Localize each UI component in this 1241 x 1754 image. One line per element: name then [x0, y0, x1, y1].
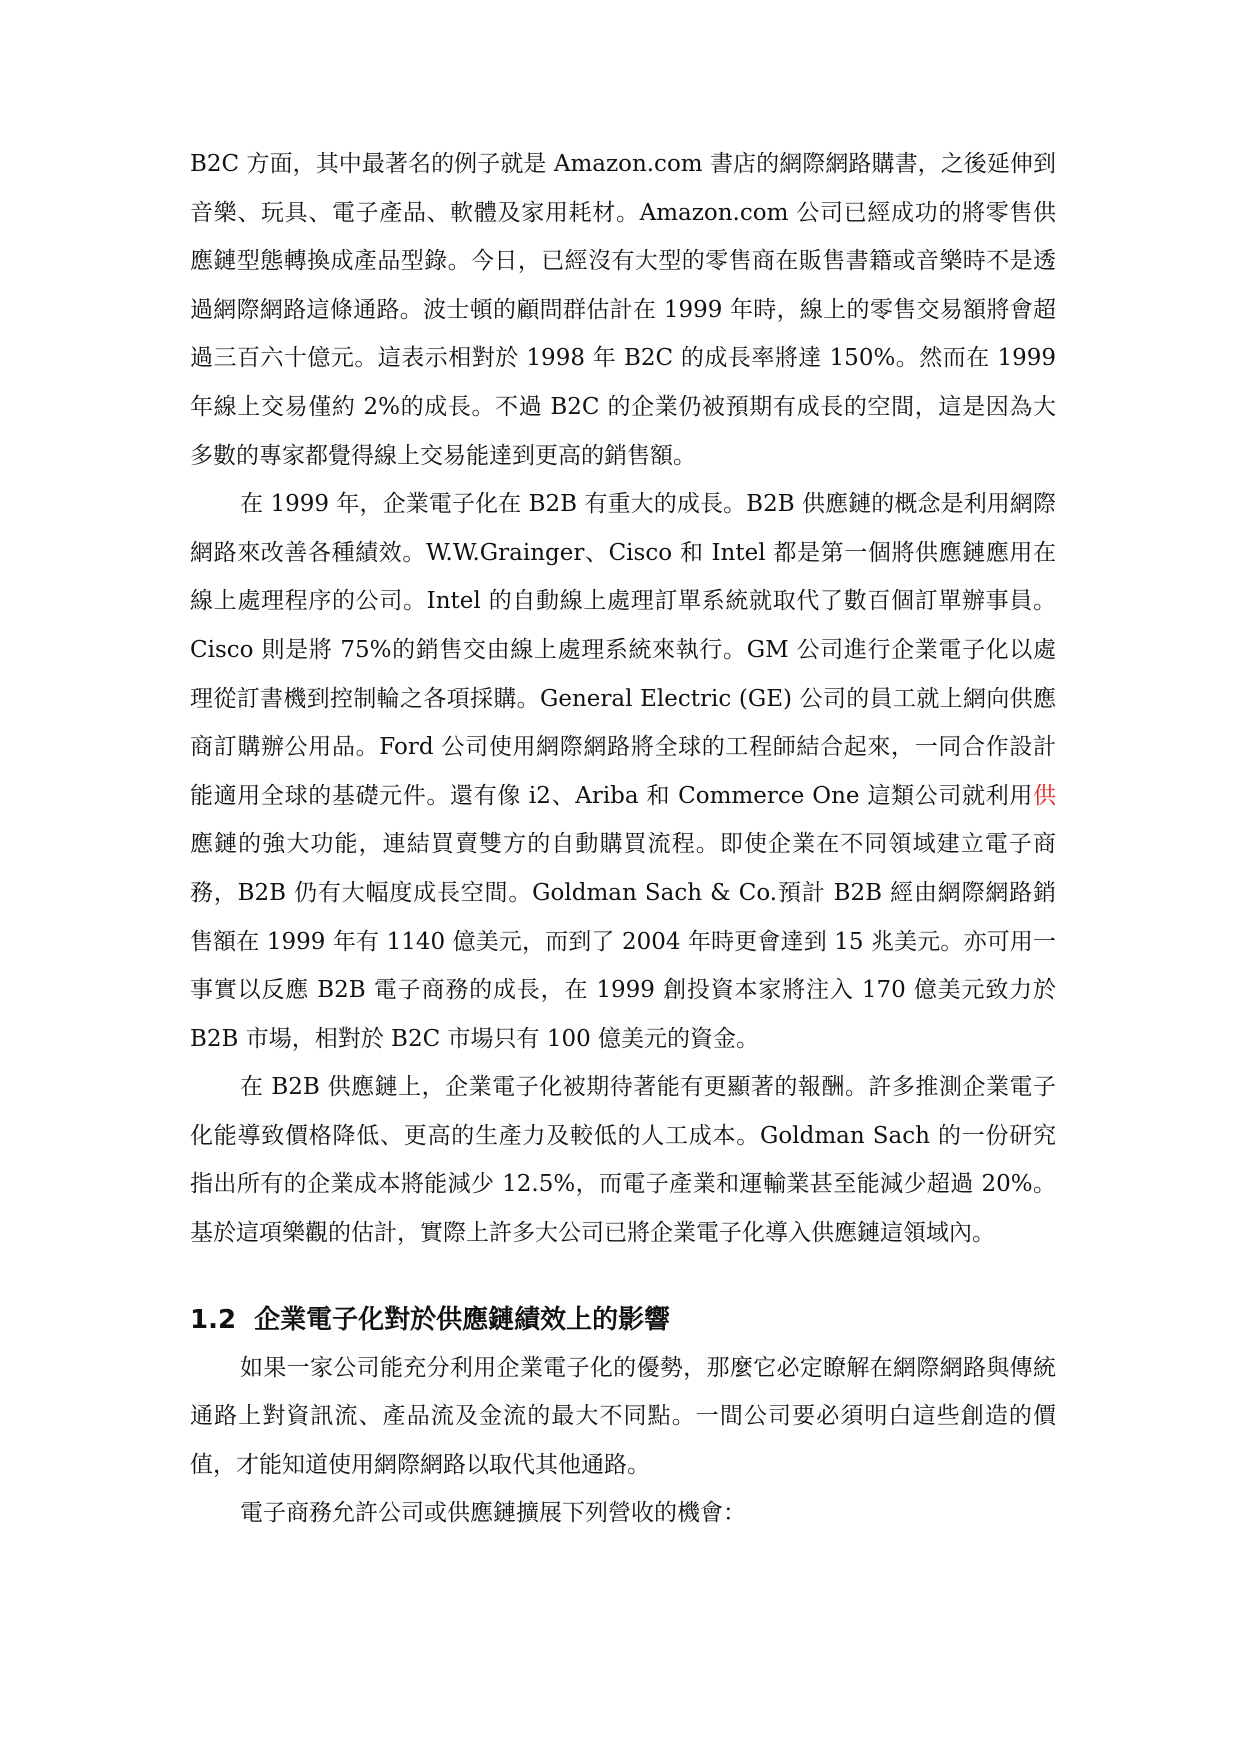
paragraph-returns: 在 B2B 供應鏈上，企業電子化被期待著能有更顯著的報酬。許多推測企業電子化能導致價格降低、更高的生產力及較低的人工成本。Goldman Sach 的一份研究指出所有的企業成本將能減少 12.5%，而電子產業和運輸業甚至能減少超過 20%。基於這項樂觀的估計，實際上許多大公司已將企業電子化導入供應鏈這領域內。: [190, 1074, 1056, 1247]
paragraph-b2b-text-end: 應鏈的強大功能，連結買賣雙方的自動購買流程。即使企業在不同領域建立電子商務，B2B 仍有大幅度成長空間。Goldman Sach & Co.預計 B2B 經由網際網路銷售額在 1999 年有 1140 億美元，而到了 2004 年時更會達到 15 兆美元。亦可用一事實以反應 B2B 電子商務的成長，在 1999 創投資本家將注入 170 億美元致力於 B2B 市場，相對於 B2C 市場只有 100 億美元的資金。: [190, 831, 1056, 1052]
paragraph-b2c: B2C 方面，其中最著名的例子就是 Amazon.com 書店的網際網路購書，之後延伸到音樂、玩具、電子產品、軟體及家用耗材。Amazon.com 公司已經成功的將零售供應鏈型態轉換成產品型錄。今日，已經沒有大型的零售商在販售書籍或音樂時不是透過網際網路這條通路。波士頓的顧問群估計在 1999 年時，線上的零售交易額將會超過三百六十億元。這表示相對於 1998 年 B2C 的成長率將達 150%。然而在 1999 年線上交易僅約 2%的成長。不過 B2C 的企業仍被預期有成長的空間，這是因為大多數的專家都覺得線上交易能達到更高的銷售額。: [190, 151, 1056, 469]
section-number: 1.2: [190, 1304, 237, 1335]
section-heading: [190, 1296, 1056, 1344]
highlighted-character: 供: [1033, 782, 1056, 809]
paragraph-b2b-text-start: 在 1999 年，企業電子化在 B2B 有重大的成長。B2B 供應鏈的概念是利用網際網路來改善各種績效。W.W.Grainger、Cisco 和 Intel 都是第一個將供應鏈應用在線上處理程序的公司。Intel 的自動線上處理訂單系統就取代了數百個訂單辦事員。Cisco 則是將 75%的銷售交由線上處理系統來執行。GM 公司進行企業電子化以處理從訂書機到控制輪之各項採購。General Electric (GE) 公司的員工就上網向供應商訂購辦公用品。Ford 公司使用網際網路將全球的工程師結合起來，一同合作設計能適用全球的基礎元件。還有像 i2、Ariba 和 Commerce One 這類公司就利用: [190, 491, 1056, 809]
document-page: [190, 140, 1056, 1538]
paragraph-opportunities: 電子商務允許公司或供應鏈擴展下列營收的機會：: [240, 1500, 746, 1527]
section-title: 企業電子化對於供應鏈績效上的影響: [254, 1304, 671, 1335]
paragraph-b2b: [190, 480, 1056, 1063]
paragraph-advantages: 如果一家公司能充分利用企業電子化的優勢，那麼它必定瞭解在網際網路與傳統通路上對資訊流、產品流及金流的最大不同點。一間公司要必須明白這些創造的價值，才能知道使用網際網路以取代其他通路。: [190, 1354, 1056, 1478]
